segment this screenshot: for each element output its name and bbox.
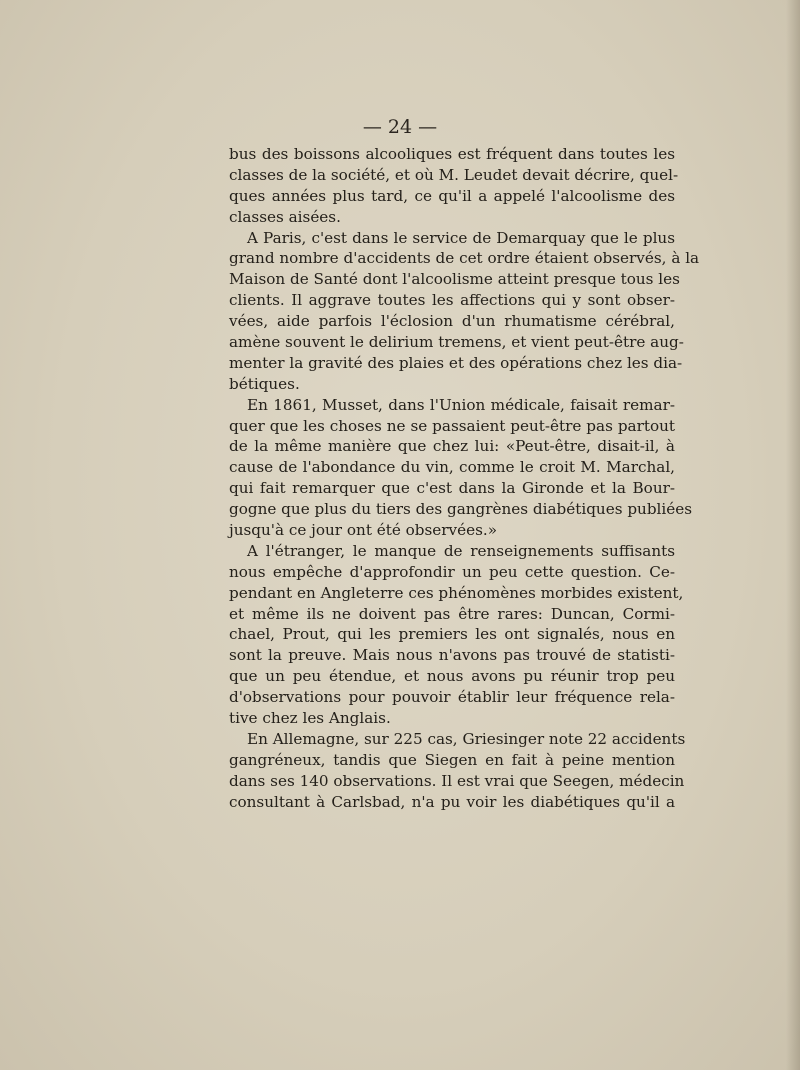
text-line: bus des boissons alcooliques est fréquent dans toutes les [229, 145, 675, 163]
text-line: gangréneux, tandis que Siegen en fait à peine mention [229, 750, 675, 769]
text-line: amène souvent le delirium tremens, et vient peut-être aug- [229, 333, 684, 352]
text-line: En 1861, Musset, dans l'Union médicale, faisait remar- [247, 395, 675, 414]
text-line: que un peu étendue, et nous avons pu réunir trop peu [229, 667, 675, 686]
text-line: En Allemagne, sur 225 cas, Griesinger note 22 accidents [247, 729, 686, 748]
text-line: ques années plus tard, ce qu'il a appelé l'alcoolisme des [229, 186, 675, 205]
text-line: A l'étranger, le manque de renseignements suffisants [247, 541, 675, 560]
text-line: cause de l'abondance du vin, comme le croit M. Marchal, [229, 458, 675, 477]
page-number: — 24 — [362, 116, 438, 138]
text-line: jusqu'à ce jour ont été observées.» [229, 521, 498, 540]
text-line: consultant à Carlsbad, n'a pu voir les diabétiques qu'il a [229, 792, 675, 811]
text-line: pendant en Angleterre ces phénomènes morbides existent, [229, 583, 684, 602]
text-line: menter la gravité des plaies et des opérations chez les dia- [229, 353, 683, 372]
text-line: classes aisées. [229, 207, 341, 226]
text-line: chael, Prout, qui les premiers les ont signalés, nous en [229, 625, 675, 644]
text-line: sont la preuve. Mais nous n'avons pas trouvé de statisti- [229, 646, 675, 665]
body-text [229, 144, 700, 813]
page-edge-shadow [786, 0, 800, 1070]
text-line: nous empêche d'approfondir un peu cette question. Ce- [229, 562, 675, 581]
text-line: tive chez les Anglais. [229, 709, 391, 728]
text-line: gogne que plus du tiers des gangrènes diabétiques publiées [229, 500, 693, 519]
text-line: de la même manière que chez lui: «Peut-être, disait-il, à [229, 437, 675, 456]
text-line: A Paris, c'est dans le service de Demarquay que le plus [247, 228, 675, 247]
text-line: clients. Il aggrave toutes les affections qui y sont obser- [229, 291, 675, 310]
text-line: bétiques. [229, 374, 300, 393]
text-line: Maison de Santé dont l'alcoolisme atteint presque tous les [229, 270, 680, 289]
text-line: d'observations pour pouvoir établir leur fréquence rela- [229, 688, 675, 707]
text-line: et même ils ne doivent pas être rares: Duncan, Cormi- [229, 604, 675, 623]
text-line: dans ses 140 observations. Il est vrai que Seegen, médecin [229, 771, 685, 790]
text-line: quer que les choses ne se passaient peut-être pas partout [229, 416, 675, 435]
text-line: qui fait remarquer que c'est dans la Gironde et la Bour- [229, 479, 675, 498]
text-line: vées, aide parfois l'éclosion d'un rhumatisme cérébral, [229, 312, 675, 331]
text-line: classes de la société, et où M. Leudet devait décrire, quel- [229, 165, 679, 184]
text-line: grand nombre d'accidents de cet ordre étaient observés, à la [229, 249, 700, 268]
